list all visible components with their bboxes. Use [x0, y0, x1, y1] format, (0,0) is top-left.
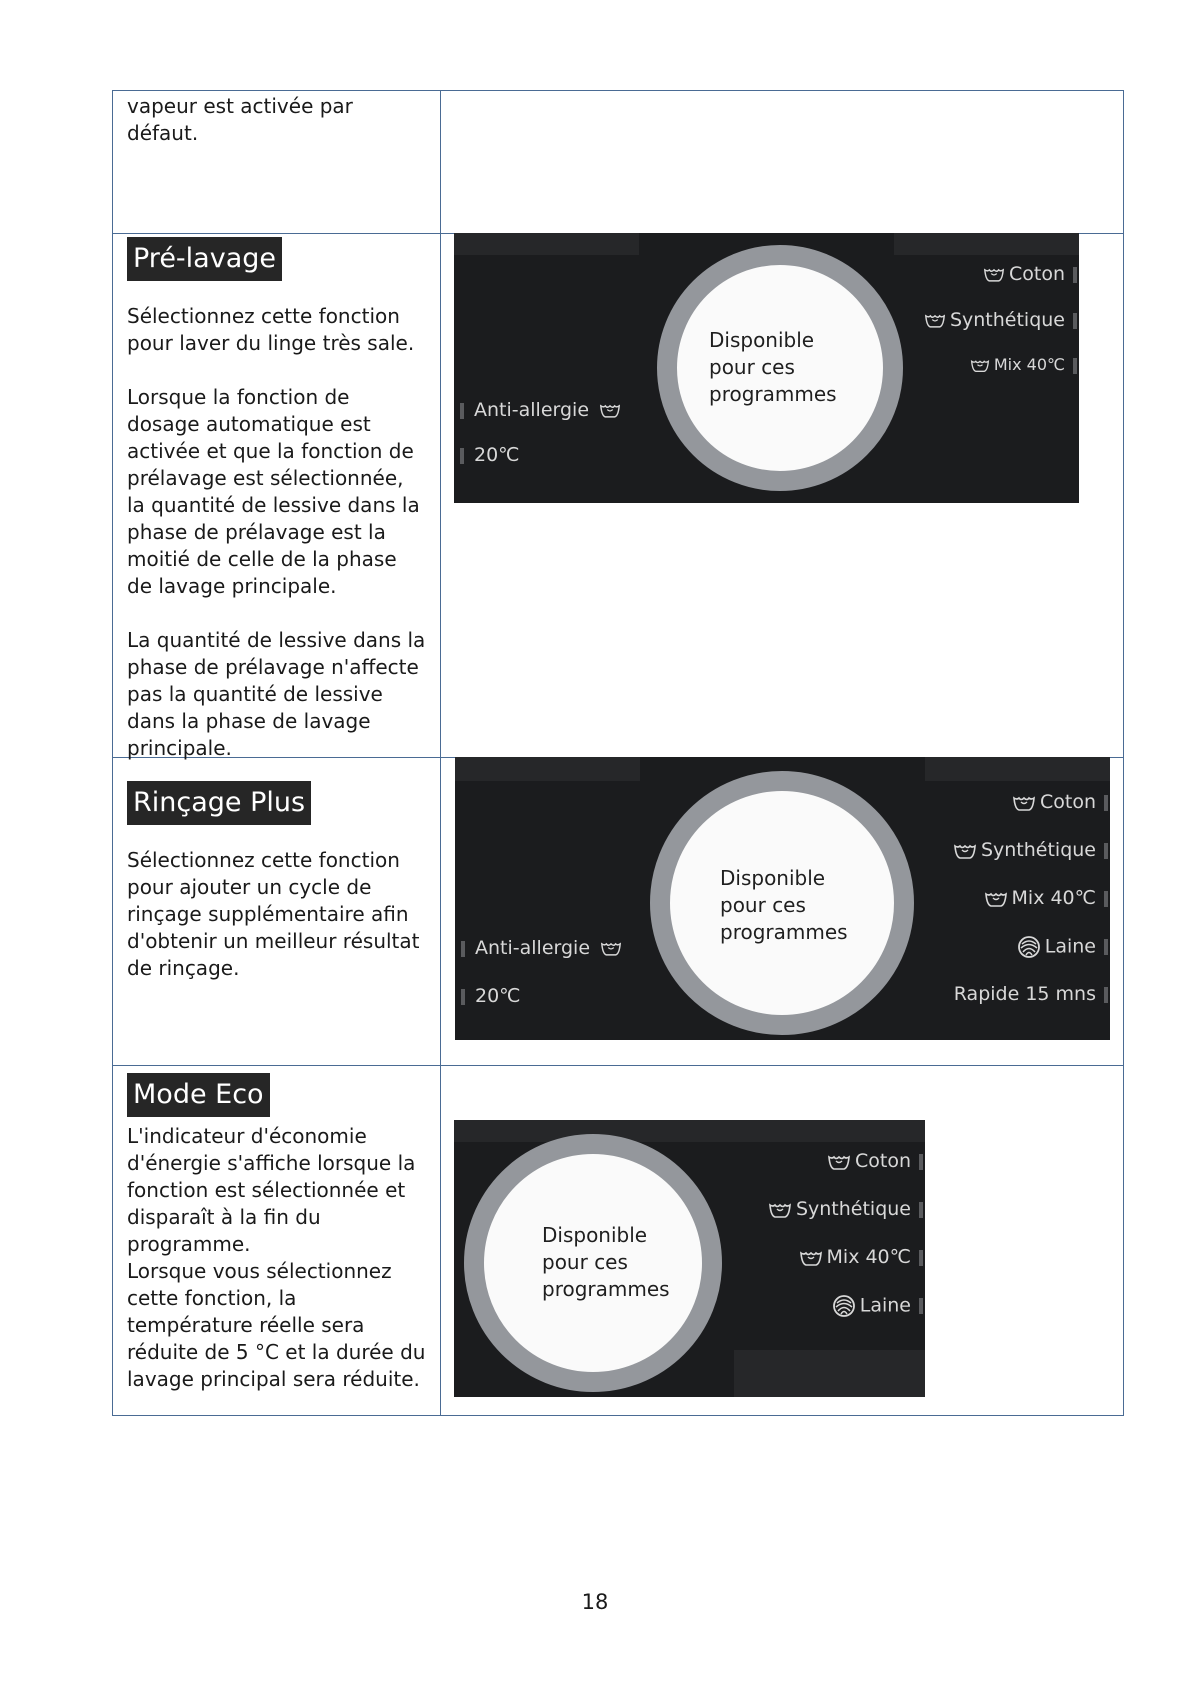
program-mix-40: Mix 40℃	[970, 355, 1077, 374]
function-label-rinse-plus: Rinçage Plus	[127, 781, 311, 825]
wool-icon	[832, 1294, 856, 1318]
description-text: La quantité de lessive dans la phase de prélavage n'affecte pas la quantité de lessive dans la phase de lavage principale.	[127, 628, 426, 760]
description-text: Sélectionnez cette fonction pour laver du linge très sale.	[127, 304, 415, 355]
program-coton: Coton	[1012, 791, 1108, 813]
description-text: Lorsque vous sélectionnez cette fonction, la température réelle sera réduite de 5 °C et la durée du lavage principal sera réduite.	[127, 1259, 426, 1391]
functions-table	[112, 90, 1124, 1416]
wash-icon	[924, 312, 946, 329]
dial-label: Disponible pour ces programmes	[542, 1223, 670, 1301]
wash-icon	[799, 1249, 823, 1267]
program-mix-40: Mix 40℃	[984, 887, 1108, 909]
program-anti-allergie: Anti-allergie	[460, 399, 625, 421]
program-synthetique: Synthétique	[953, 839, 1108, 861]
page-number: 18	[581, 1590, 609, 1614]
wash-icon	[1012, 794, 1036, 812]
wash-icon	[984, 890, 1008, 908]
wash-icon	[953, 842, 977, 860]
wash-icon	[970, 358, 990, 373]
program-anti-allergie: Anti-allergie	[461, 937, 626, 959]
program-laine: Laine	[1017, 935, 1108, 959]
wash-icon	[768, 1201, 792, 1219]
description-text: vapeur est activée par défaut.	[127, 94, 353, 145]
row-eco-mode-text	[127, 1073, 427, 1420]
program-20c: 20℃	[461, 985, 521, 1007]
program-coton: Coton	[983, 263, 1077, 285]
program-panel-prewash	[454, 233, 1079, 503]
program-coton: Coton	[827, 1150, 923, 1172]
row-prewash-text	[127, 237, 427, 789]
row-divider	[113, 1065, 1123, 1066]
function-label-prewash: Pré-lavage	[127, 237, 282, 281]
program-rapide-15: Rapide 15 mns	[954, 983, 1108, 1005]
wash-icon	[983, 266, 1005, 283]
program-synthetique: Synthétique	[924, 309, 1077, 331]
wash-icon	[827, 1153, 851, 1171]
function-label-eco-mode: Mode Eco	[127, 1073, 270, 1117]
program-mix-40: Mix 40℃	[799, 1246, 923, 1268]
description-text: Lorsque la fonction de dosage automatique est activée et que la fonction de prélavage est sélectionnée, la quantité de lessive dans la phase de prélavage est la moitié de celle de la phase de lavage principale.	[127, 385, 420, 598]
program-panel-rinse-plus	[455, 757, 1110, 1040]
column-divider	[440, 91, 441, 1415]
program-synthetique: Synthétique	[768, 1198, 923, 1220]
row-steam-text	[127, 93, 427, 174]
description-text: Sélectionnez cette fonction pour ajouter un cycle de rinçage supplémentaire afin d'obtenir un meilleur résultat de rinçage.	[127, 848, 420, 980]
wool-icon	[1017, 935, 1041, 959]
row-rinse-plus-text	[127, 781, 427, 1009]
program-20c: 20℃	[460, 444, 520, 466]
dial-label: Disponible pour ces programmes	[709, 328, 837, 406]
program-panel-eco-mode	[454, 1120, 925, 1397]
program-laine: Laine	[832, 1294, 923, 1318]
wash-icon	[599, 402, 621, 419]
wash-icon	[600, 940, 622, 957]
dial-label: Disponible pour ces programmes	[720, 866, 848, 944]
description-text: L'indicateur d'économie d'énergie s'affiche lorsque la fonction est sélectionnée et disparaît à la fin du programme.	[127, 1124, 416, 1256]
